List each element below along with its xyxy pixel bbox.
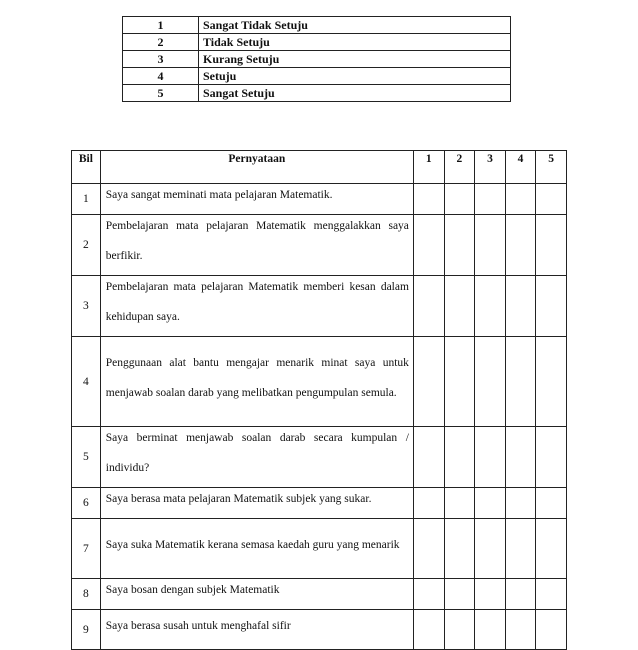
table-row: [72, 519, 567, 579]
answer-cell[interactable]: [536, 519, 567, 579]
statement-text: Saya berminat menjawab soalan darab secara kumpulan / individu?: [105, 432, 409, 474]
scale-row: [123, 68, 511, 85]
row-number: 8: [72, 579, 101, 610]
survey-table: [71, 150, 567, 650]
answer-cell[interactable]: [505, 579, 536, 610]
answer-cell[interactable]: [505, 427, 536, 488]
answer-cell[interactable]: [475, 519, 506, 579]
statement-text: Pembelajaran mata pelajaran Matematik menggalakkan saya berfikir.: [105, 220, 409, 262]
table-row: [72, 488, 567, 519]
scale-label: Sangat Tidak Setuju: [199, 17, 511, 34]
scale-row: [123, 85, 511, 102]
row-number: 5: [72, 427, 101, 488]
survey-header-row: [72, 151, 567, 184]
answer-cell[interactable]: [444, 427, 475, 488]
answer-cell[interactable]: [475, 276, 506, 337]
table-row: [72, 579, 567, 610]
answer-cell[interactable]: [505, 337, 536, 427]
answer-cell[interactable]: [444, 215, 475, 276]
statement-cell: [100, 519, 413, 579]
statement-cell: [100, 579, 413, 610]
answer-cell[interactable]: [536, 337, 567, 427]
answer-cell[interactable]: [475, 488, 506, 519]
statement-text: Saya bosan dengan subjek Matematik: [105, 584, 280, 596]
answer-cell[interactable]: [444, 488, 475, 519]
header-option-2: 2: [444, 151, 475, 184]
answer-cell[interactable]: [413, 215, 444, 276]
scale-label: Setuju: [199, 68, 511, 85]
statement-text: Saya suka Matematik kerana semasa kaedah guru yang menarik: [105, 538, 400, 551]
answer-cell[interactable]: [413, 276, 444, 337]
header-bil: Bil: [72, 151, 101, 184]
answer-cell[interactable]: [413, 579, 444, 610]
statement-cell: [100, 215, 413, 276]
answer-cell[interactable]: [475, 184, 506, 215]
scale-row: [123, 17, 511, 34]
answer-cell[interactable]: [413, 488, 444, 519]
scale-row: [123, 51, 511, 68]
answer-cell[interactable]: [413, 184, 444, 215]
answer-cell[interactable]: [475, 337, 506, 427]
statement-cell: [100, 427, 413, 488]
answer-cell[interactable]: [505, 519, 536, 579]
answer-cell[interactable]: [444, 337, 475, 427]
statement-cell: [100, 488, 413, 519]
scale-label: Sangat Setuju: [199, 85, 511, 102]
rating-scale-table: [122, 16, 511, 102]
statement-cell: [100, 337, 413, 427]
row-number: 1: [72, 184, 101, 215]
header-statement: Pernyataan: [100, 151, 413, 184]
scale-value: 1: [123, 17, 199, 34]
answer-cell[interactable]: [444, 184, 475, 215]
row-number: 6: [72, 488, 101, 519]
row-number: 4: [72, 337, 101, 427]
row-number: 7: [72, 519, 101, 579]
statement-text: Saya sangat meminati mata pelajaran Matematik.: [105, 189, 333, 201]
row-number: 3: [72, 276, 101, 337]
scale-row: [123, 34, 511, 51]
answer-cell[interactable]: [475, 215, 506, 276]
table-row: [72, 184, 567, 215]
statement-text: Saya berasa susah untuk menghafal sifir: [105, 619, 291, 632]
statement-cell: [100, 184, 413, 215]
table-row: [72, 215, 567, 276]
statement-text: Pembelajaran mata pelajaran Matematik memberi kesan dalam kehidupan saya.: [105, 281, 409, 323]
answer-cell[interactable]: [444, 276, 475, 337]
answer-cell[interactable]: [536, 488, 567, 519]
header-option-4: 4: [505, 151, 536, 184]
table-row: [72, 427, 567, 488]
table-row: [72, 337, 567, 427]
answer-cell[interactable]: [475, 579, 506, 610]
header-option-5: 5: [536, 151, 567, 184]
answer-cell[interactable]: [536, 215, 567, 276]
row-number: 2: [72, 215, 101, 276]
answer-cell[interactable]: [536, 184, 567, 215]
answer-cell[interactable]: [444, 579, 475, 610]
scale-label: Kurang Setuju: [199, 51, 511, 68]
statement-text: Saya berasa mata pelajaran Matematik subjek yang sukar.: [105, 493, 372, 505]
table-row: [72, 276, 567, 337]
answer-cell[interactable]: [505, 184, 536, 215]
header-option-3: 3: [475, 151, 506, 184]
statement-cell: [100, 276, 413, 337]
scale-value: 2: [123, 34, 199, 51]
answer-cell[interactable]: [536, 579, 567, 610]
scale-label: Tidak Setuju: [199, 34, 511, 51]
answer-cell[interactable]: [536, 276, 567, 337]
header-option-1: 1: [413, 151, 444, 184]
answer-cell[interactable]: [505, 276, 536, 337]
row-number: 9: [72, 610, 101, 650]
statement-text: Penggunaan alat bantu mengajar menarik minat saya untuk menjawab soalan darab yang melibatkan pengumpulan semula.: [105, 356, 409, 399]
answer-cell[interactable]: [505, 215, 536, 276]
answer-cell[interactable]: [444, 519, 475, 579]
scale-value: 4: [123, 68, 199, 85]
answer-cell[interactable]: [505, 488, 536, 519]
scale-value: 3: [123, 51, 199, 68]
answer-cell[interactable]: [413, 427, 444, 488]
answer-cell[interactable]: [536, 427, 567, 488]
answer-cell[interactable]: [413, 519, 444, 579]
answer-cell[interactable]: [413, 337, 444, 427]
scale-value: 5: [123, 85, 199, 102]
answer-cell[interactable]: [475, 427, 506, 488]
